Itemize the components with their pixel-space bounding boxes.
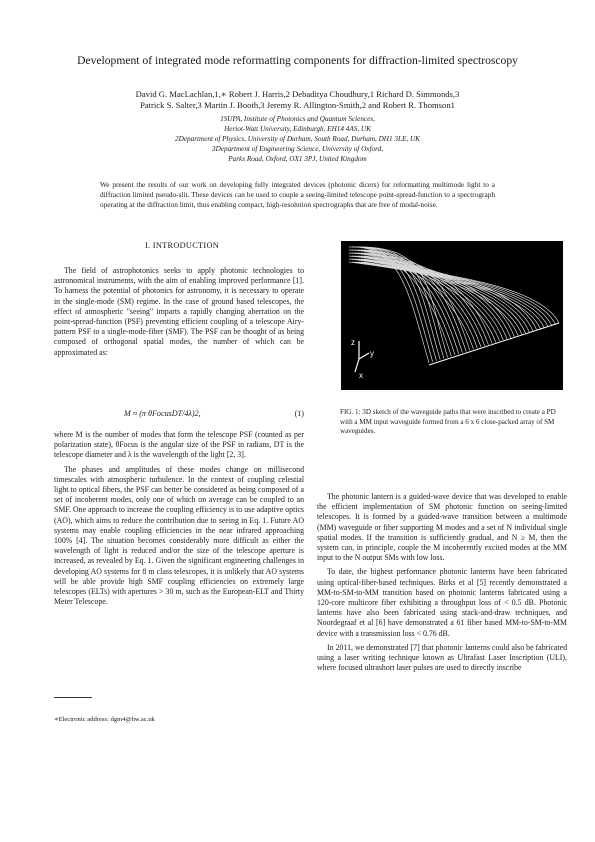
waveguide-path: [352, 259, 522, 334]
affiliation-3a: 3Department of Engineering Science, University of Oxford,: [212, 145, 383, 154]
left-column-top: [54, 266, 304, 362]
authors-line-2: Patrick S. Salter,3 Martin J. Booth,3 Jeremy R. Allington-Smith,2 and Robert R. Thomson1: [140, 100, 455, 111]
waveguide-path: [361, 256, 511, 338]
paragraph: To date, the highest performance photonic lanterns have been fabricated using optical-fiber-based techniques. Birks et al [5] recently demonstrated a MM-to-SM-to-MM transition based on photonic lanterns fabricated using a 120-core multicore fiber exhibiting a throughput loss of < 0.5 dB. Photonic lanterns have also been fabricated using stack-and-draw techniques, and Noordegraaf et al [6] have demonstrated a 61 fiber based MM-to-SM-to-MM device with a transmission loss < 0.76 dB.: [317, 567, 567, 638]
footnote-rule: [54, 697, 92, 698]
equation-number: (1): [294, 409, 304, 418]
paragraph: In 2011, we demonstrated [7] that photonic lanterns could also be fabricated using a laser writing technique known as Ultrafast Laser Inscription (ULI), where focused ultrashort laser pulses are used to directly inscribe: [317, 642, 567, 673]
waveguide-path: [364, 262, 559, 323]
paper-title: Development of integrated mode reformatting components for diffraction-limited spectroscopy: [77, 54, 518, 67]
waveguide-path: [349, 262, 540, 329]
equation-text: M ≈ (π θFocusDT/4λ)2,: [124, 409, 201, 418]
x-axis-label: x: [359, 371, 363, 380]
y-axis: [359, 353, 369, 359]
affiliation-1a: 1SUPA, Institute of Photonics and Quantum Sciences,: [220, 115, 375, 123]
waveguide-path: [358, 262, 552, 325]
y-axis-label: y: [370, 349, 374, 358]
paragraph: The photonic lantern is a guided-wave device that was developed to enable the efficient implementation of SM photonic function on seeing-limited telescopes. It is formed by a guided-wave transition between a multimode (MM) waveguide or fiber supporting M modes and a set of N individual single spatial modes. If the transition is sufficiently gradual, and N ≥ M, then the system can, in principle, couple the M incoherently excited modes at the MM input to the N output SMs with low loss.: [317, 492, 567, 563]
figure-caption: FIG. 1: 3D sketch of the waveguide paths that were inscribed to create a PD with a MM input waveguide formed from a 6 x 6 close-packed array of SM waveguides.: [340, 408, 556, 436]
authors-line-1: David G. MacLachlan,1,∗ Robert J. Harris,2 Debaditya Choudhury,1 Richard D. Simmonds,3: [135, 89, 460, 99]
author-list: [60, 89, 535, 112]
affiliation-2: 2Department of Physics, University of Durham, South Road, Durham, DH1 3LE, UK: [175, 135, 420, 144]
abstract: We present the results of our work on developing fully integrated devices (photonic dicers) for reformatting multimode light to a diffraction limited pseudo-slit. These devices can be used to couple a seeing-limited telescope point-spread-function to a spectrograph operating at the diffraction limit, thus enabling compact, high-resolution spectrographs that are free of modal-noise.: [100, 180, 495, 210]
figure-waveguide-sketch: [341, 241, 563, 390]
affiliation-1b: Heriot-Watt University, Edinburgh, EH14 4AS, UK: [224, 125, 371, 134]
affiliations: [60, 114, 535, 164]
paragraph: where M is the number of modes that form the telescope PSF (counted as per polarization state), θFocus is the angular size of the PSF in radians, DT is the telescope diameter and λ is the wavelength of the light [2, 3].: [54, 430, 304, 460]
section-heading: I. INTRODUCTION: [144, 241, 220, 250]
right-column: [317, 492, 567, 677]
left-column-bottom: [54, 430, 304, 611]
waveguide-paths-image: [341, 241, 563, 390]
waveguide-path: [355, 262, 548, 326]
waveguide-path: [364, 256, 514, 337]
paragraph: The phases and amplitudes of these modes change on millisecond timescales with atmospheric turbulence. In the context of coupling celestial light to optical fibers, the PSF can better be considered as being composed of a set of incoherent modes, only one of which on average can be coupled to an SMF. One approach to increase the coupling efficiency is to use adaptive optics (AO), which aims to reduce the contribution due to seeing in Eq. 1. Future AO systems may enable coupling efficiencies in the near infrared approaching 100% [4]. The situation becomes considerably more difficult as either the wavelength of light is reduced and/or the size of the telescope aperture is increased, as revealed by Eq. 1. Given the significant engineering challenges in developing AO systems for 8 m class telescopes, it is unlikely that AO systems will be able provide high SMF coupling efficiencies on extremely large telescopes (ELTs) with apertures > 30 m, such as the European-ELT and Thirty Meter Telescope.: [54, 464, 304, 607]
z-axis-label: z: [351, 338, 355, 347]
paragraph: The field of astrophotonics seeks to apply photonic technologies to astronomical instruments, with the aim of enabling improved performance [1]. To harness the potential of photonics for astronomy, it is necessary to operate in the single-mode (SM) regime. In the case of ground based telescopes, the effect of atmospheric "seeing" imparts a rapidly changing aberration on the point-spread-function (PSF) preventing efficient coupling of a telescope Airy-pattern PSF to a single-mode-fiber (SMF). The PSF can be thought of as being composed of orthogonal spatial modes, the number of which can be approximated as:: [54, 266, 304, 357]
footnote: ∗Electronic address: dgm4@hw.ac.uk: [54, 716, 155, 723]
affiliation-3b: Parks Road, Oxford, OX1 3PJ, United Kingdom: [228, 155, 367, 164]
waveguide-path: [352, 262, 544, 328]
waveguide-path: [361, 262, 555, 324]
